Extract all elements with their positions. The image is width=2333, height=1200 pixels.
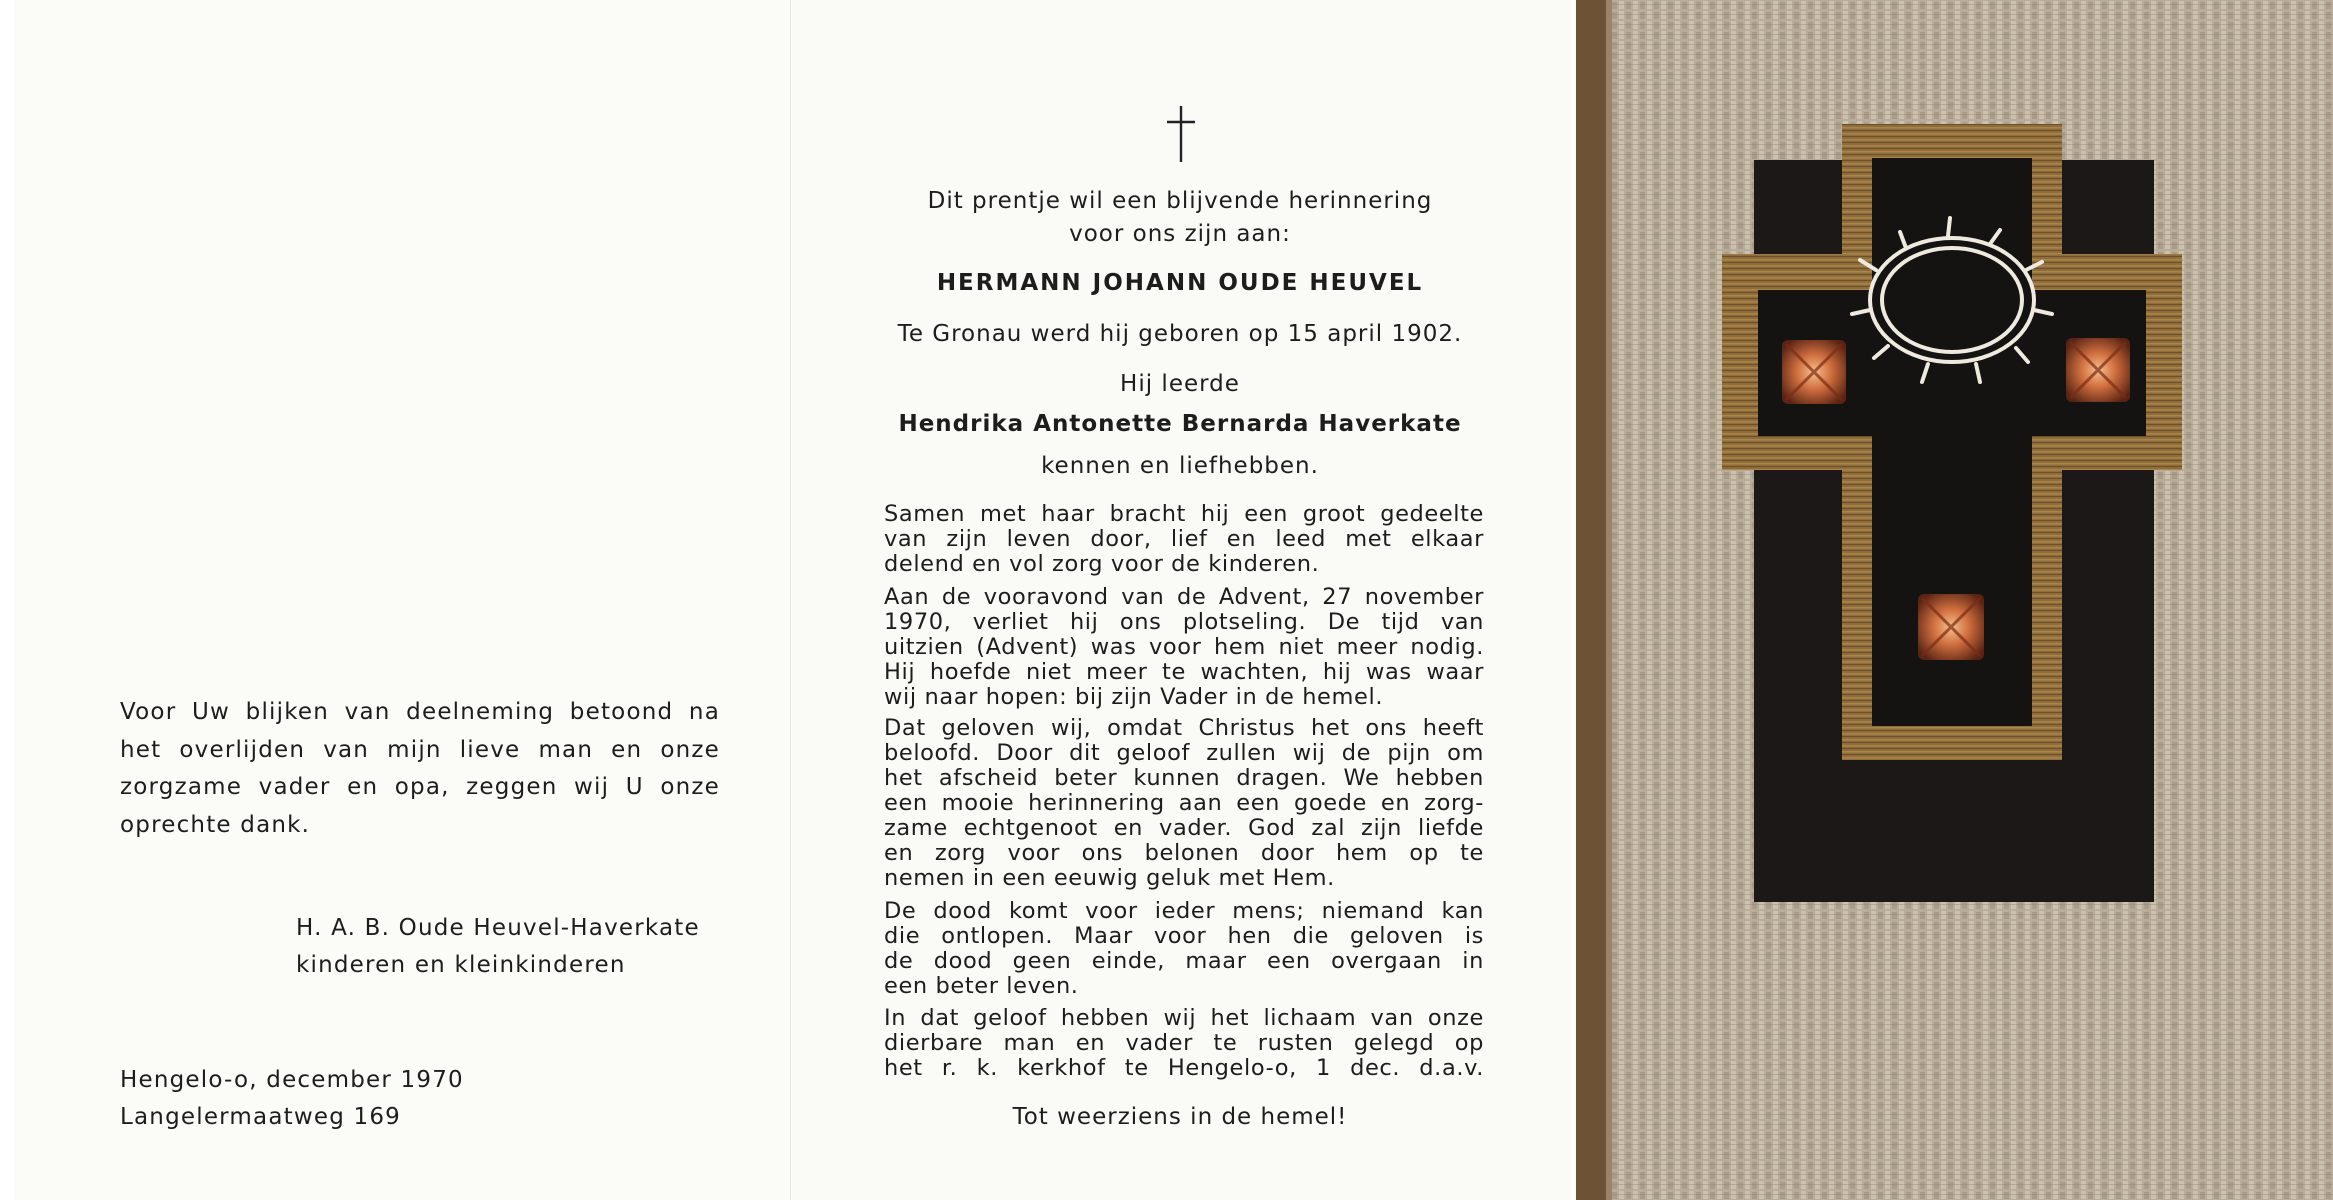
paragraph xyxy=(884,1006,1484,1081)
text-line: dierbare man en vader te rusten gelegd op xyxy=(884,1030,1484,1056)
met-line: Hij leerde xyxy=(1120,371,1240,397)
signature-line: kinderen en kleinkinderen xyxy=(296,952,626,978)
text-line: die ontlopen. Maar voor hen die geloven is xyxy=(884,923,1484,949)
text-line: 1970, verliet hij ons plotseling. De tijd van xyxy=(884,609,1484,635)
text-line: de dood geen einde, maar een overgaan in xyxy=(884,948,1484,974)
signature-line: H. A. B. Oude Heuvel-Haverkate xyxy=(296,915,700,941)
signature xyxy=(296,910,700,984)
cross-artwork xyxy=(1576,0,2333,1200)
text-line: Hij hoefde niet meer te wachten, hij was waar xyxy=(884,659,1484,685)
thanks-line: Voor Uw blijken van deelneming betoond na xyxy=(120,699,720,725)
thanks-line: oprechte dank. xyxy=(120,811,311,838)
nail-icon xyxy=(2066,338,2130,402)
cross-icon xyxy=(1163,104,1199,164)
intro-line-1: Dit prentje wil een blijvende herinnering xyxy=(927,188,1433,214)
text-line: het afscheid beter kunnen dragen. We hebben xyxy=(884,765,1484,791)
paragraph xyxy=(884,502,1484,577)
birth-line: Te Gronau werd hij geboren op 15 april 1902. xyxy=(897,321,1463,347)
nail-icon xyxy=(1782,340,1846,404)
thanks-line: zorgzame vader en opa, zeggen wij U onze xyxy=(120,774,720,800)
text-line: nemen in een eeuwig geluk met Hem. xyxy=(884,865,1335,891)
text-line: en zorg voor ons belonen door hem op te xyxy=(884,840,1484,866)
closing-line: Tot weerziens in de hemel! xyxy=(1012,1104,1348,1130)
text-line: Samen met haar bracht hij een groot gedeelte xyxy=(884,501,1484,527)
text-line: beloofd. Door dit geloof zullen wij de pijn om xyxy=(884,740,1484,766)
text-line: uitzien (Advent) was voor hem niet meer nodig. xyxy=(884,634,1484,660)
text-line: Dat geloven wij, omdat Christus het ons heeft xyxy=(884,715,1484,741)
paragraph xyxy=(884,899,1484,999)
text-line: In dat geloof hebben wij het lichaam van onze xyxy=(884,1005,1484,1031)
left-panel xyxy=(14,0,790,1200)
thanks-line: het overlijden van mijn lieve man en onze xyxy=(120,736,720,763)
paragraph xyxy=(884,716,1484,891)
place-date xyxy=(120,1062,464,1136)
paragraph xyxy=(884,585,1484,710)
text-line: een mooie herinnering aan een goede en zorg- xyxy=(884,790,1484,816)
text-line: het r. k. kerkhof te Hengelo-o, 1 dec. d.a.v. xyxy=(884,1055,1484,1081)
text-line: delend en vol zorg voor de kinderen. xyxy=(884,551,1320,577)
text-line: van zijn leven door, lief en leed met elkaar xyxy=(884,526,1484,552)
fabric-texture xyxy=(1576,0,2333,1200)
intro-line-2: voor ons zijn aan: xyxy=(1069,221,1291,247)
spouse-name: Hendrika Antonette Bernarda Haverkate xyxy=(898,411,1462,437)
thanks-message xyxy=(120,694,720,844)
love-line: kennen en liefhebben. xyxy=(1041,453,1319,479)
nail-icon xyxy=(1918,594,1984,660)
deceased-name: HERMANN JOHANN OUDE HEUVEL xyxy=(936,270,1424,296)
place-line: Hengelo-o, december 1970 xyxy=(120,1067,464,1093)
text-line: De dood komt voor ieder mens; niemand kan xyxy=(884,898,1484,924)
address-line: Langelermaatweg 169 xyxy=(120,1104,402,1130)
text-line: zame echtgenoot en vader. God zal zijn liefde xyxy=(884,815,1484,841)
text-line: wij naar hopen: bij zijn Vader in de hemel. xyxy=(884,684,1384,710)
text-line: een beter leven. xyxy=(884,973,1079,999)
text-line: Aan de vooravond van de Advent, 27 november xyxy=(884,584,1484,610)
